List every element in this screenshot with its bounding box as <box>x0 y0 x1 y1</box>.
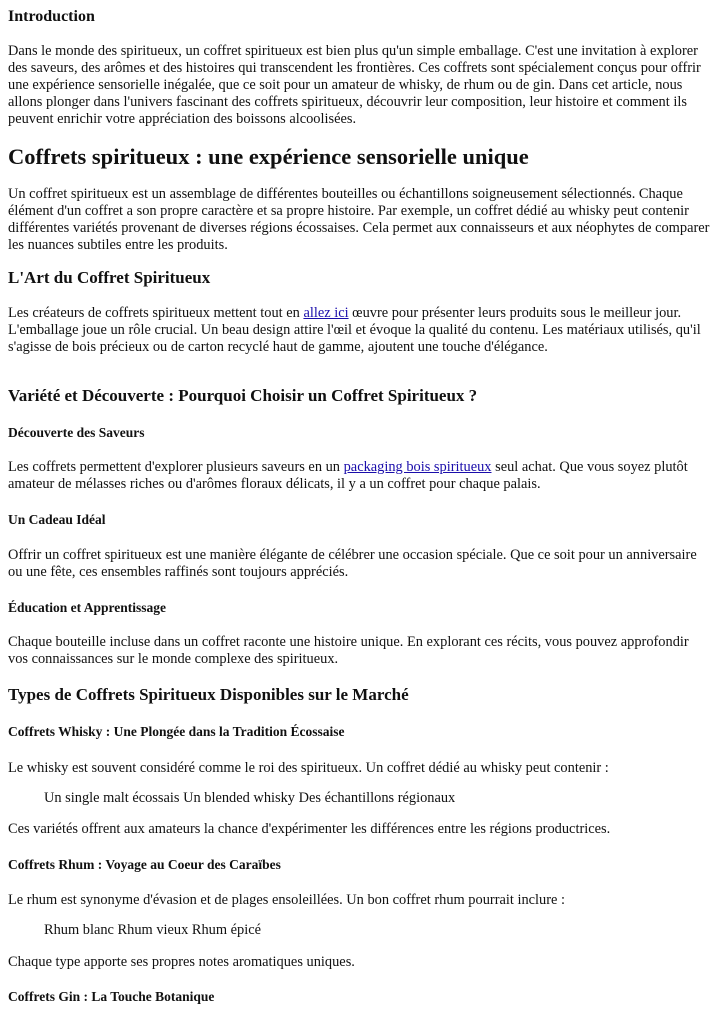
gin-heading: Coffrets Gin : La Touche Botanique <box>8 989 215 1004</box>
allez-ici-link[interactable]: allez ici <box>303 305 349 321</box>
art-text-after-link: œuvre pour présenter leurs produits sous le meilleur jour. L'emballage joue un rôle crucial. Un beau design attire l'œil et évoque la qualité du contenu. Les matériaux utilisés, qu'il s'agisse de bois précieux ou de carton recyclé haut de gamme, ajoutent une touche d'élégance. <box>8 305 701 355</box>
gift-heading: Un Cadeau Idéal <box>8 512 106 527</box>
sensory-heading: Coffrets spiritueux : une expérience sensorielle unique <box>8 144 529 169</box>
rum-items: Rhum blanc Rhum vieux Rhum épicé <box>44 922 262 938</box>
education-paragraph: Chaque bouteille incluse dans un coffret raconte une histoire unique. En explorant ces récits, vous pouvez approfondir vos connaissances sur le monde complexe des spiritueux. <box>8 634 689 667</box>
art-text-before-link: Les créateurs de coffrets spiritueux mettent tout en <box>8 305 304 321</box>
whisky-items: Un single malt écossais Un blended whisky Des échantillons régionaux <box>44 790 456 806</box>
whisky-heading: Coffrets Whisky : Une Plongée dans la Tradition Écossaise <box>8 724 345 739</box>
art-paragraph <box>8 305 710 356</box>
whisky-outro: Ces variétés offrent aux amateurs la chance d'expérimenter les différences entre les régions productrices. <box>8 821 611 837</box>
rum-outro: Chaque type apporte ses propres notes aromatiques uniques. <box>8 954 355 970</box>
whisky-intro: Le whisky est souvent considéré comme le roi des spiritueux. Un coffret dédié au whisky peut contenir : <box>8 760 609 776</box>
packaging-bois-spiritueux-link[interactable]: packaging bois spiritueux <box>343 459 492 475</box>
education-heading: Éducation et Apprentissage <box>8 600 167 615</box>
discovery-text-before-link: Les coffrets permettent d'explorer plusieurs saveurs en un <box>8 459 344 475</box>
sensory-paragraph: Un coffret spiritueux est un assemblage de différentes bouteilles ou échantillons soigneusement sélectionnés. Chaque élément d'un coffret a son propre caractère et sa propre histoire. Par exemple, un coffret dédié au whisky peut contenir différentes variétés provenant de diverses régions écossaises. Cela permet aux connaisseurs et aux néophytes de comparer les nuances subtiles entre les produits. <box>8 186 710 253</box>
intro-heading: Introduction <box>8 8 95 25</box>
discovery-paragraph <box>8 459 710 493</box>
types-heading: Types de Coffrets Spiritueux Disponibles sur le Marché <box>8 685 409 704</box>
variety-heading: Variété et Découverte : Pourquoi Choisir un Coffret Spiritueux ? <box>8 386 478 405</box>
rum-heading: Coffrets Rhum : Voyage au Coeur des Caraïbes <box>8 857 281 872</box>
art-heading: L'Art du Coffret Spiritueux <box>8 268 211 287</box>
gift-paragraph: Offrir un coffret spiritueux est une manière élégante de célébrer une occasion spéciale. Que ce soit pour un anniversaire ou une fête, ces ensembles raffinés sont toujours appréciés. <box>8 547 697 580</box>
discovery-text-after-link: seul achat. Que vous soyez plutôt amateur de mélasses riches ou d'arômes floraux délicats, il y a un coffret pour chaque palais. <box>8 459 688 492</box>
rum-intro: Le rhum est synonyme d'évasion et de plages ensoleillées. Un bon coffret rhum pourrait inclure : <box>8 892 566 908</box>
discovery-heading: Découverte des Saveurs <box>8 425 145 440</box>
intro-paragraph: Dans le monde des spiritueux, un coffret spiritueux est bien plus qu'un simple emballage. C'est une invitation à explorer des saveurs, des arômes et des histoires qui transcendent les frontières. Ces coffrets sont spécialement conçus pour offrir une expérience sensorielle inégalée, que ce soit pour un amateur de whisky, de rhum ou de gin. Dans cet article, nous allons plonger dans l'univers fascinant des coffrets spiritueux, découvrir leur composition, leur histoire et comment ils peuvent enrichir votre appréciation des boissons alcoolisées. <box>8 43 701 127</box>
